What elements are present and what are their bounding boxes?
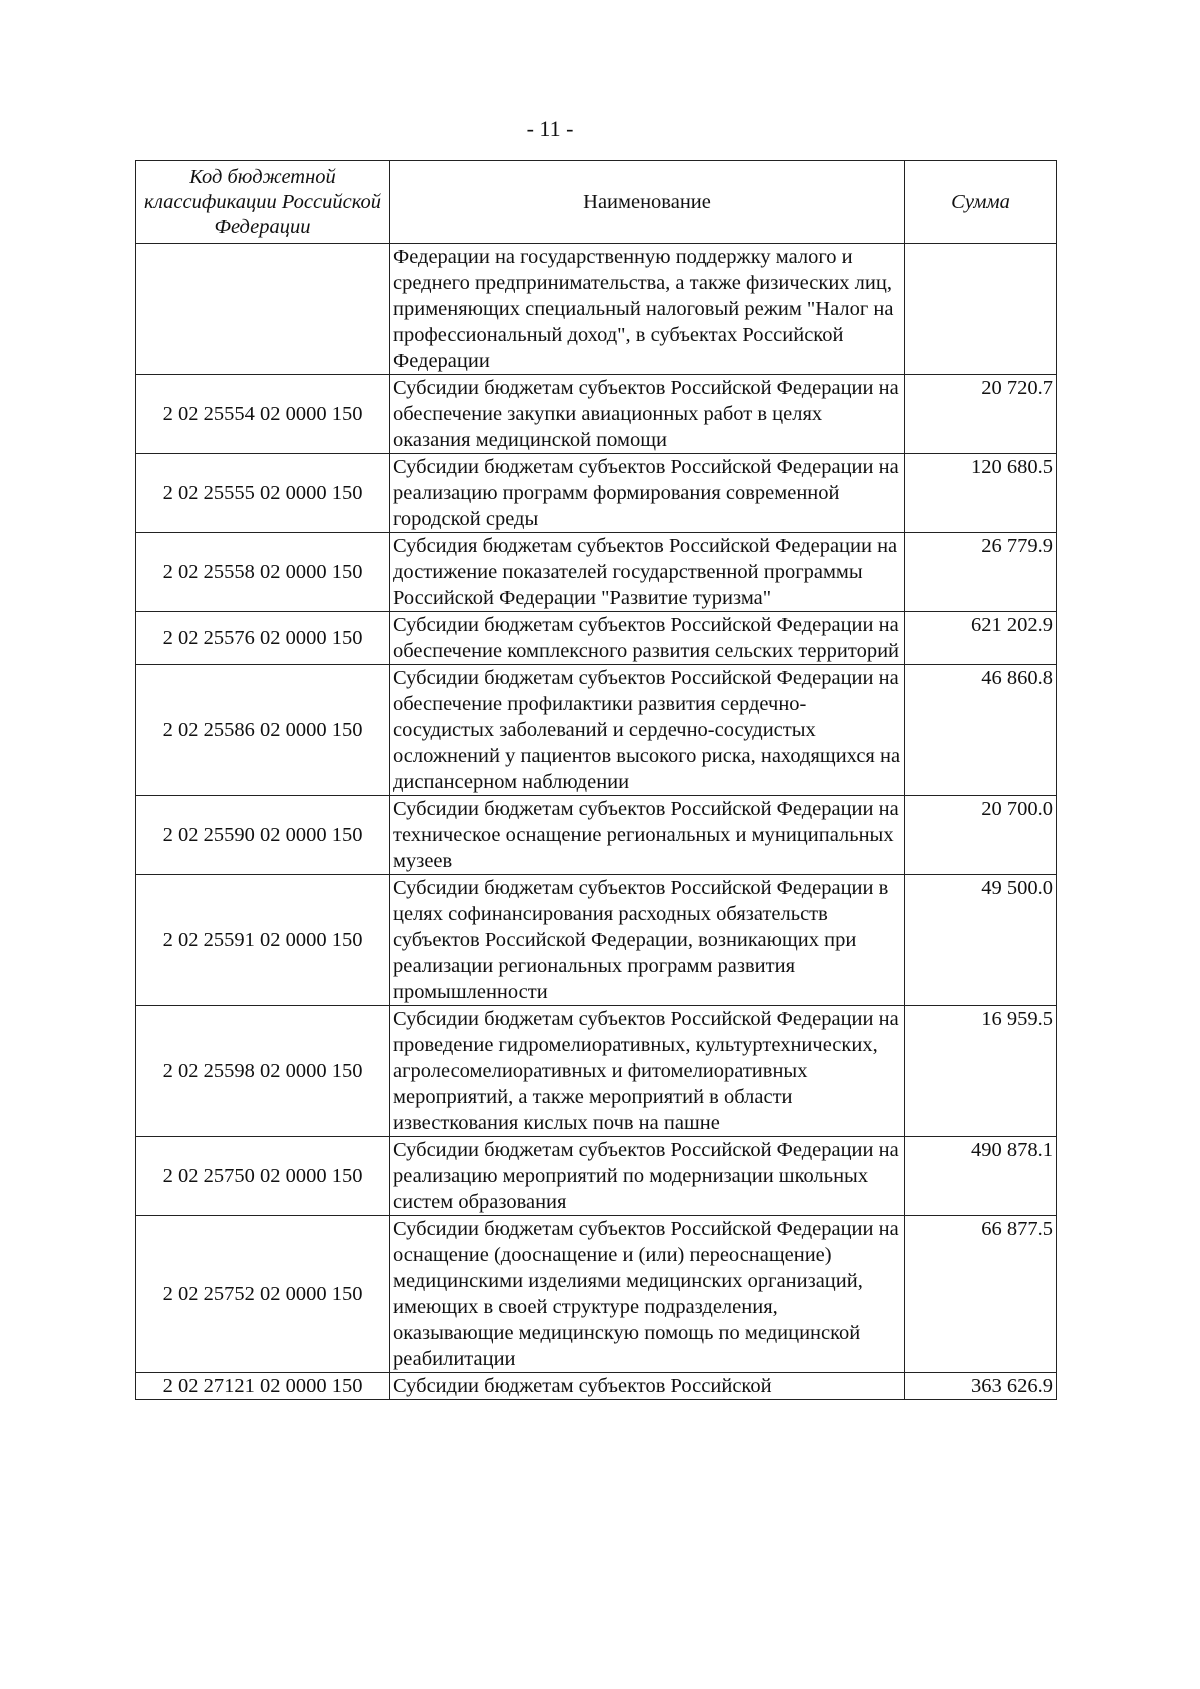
header-sum: Сумма xyxy=(905,161,1057,244)
row-name: Субсидии бюджетам субъектов Российской Федерации в целях софинансирования расходных обязательств субъектов Российской Федерации, возникающих при реализации региональных программ развития промышленности xyxy=(390,875,905,1006)
row-code: 2 02 25576 02 0000 150 xyxy=(136,612,390,665)
row-sum xyxy=(905,244,1057,375)
row-sum: 20 700.0 xyxy=(905,796,1057,875)
table-row xyxy=(136,244,1057,375)
table-row xyxy=(136,1006,1057,1137)
row-sum: 49 500.0 xyxy=(905,875,1057,1006)
row-name: Субсидии бюджетам субъектов Российской Федерации на проведение гидромелиоративных, культуртехнических, агролесомелиоративных и фитомелиоративных мероприятий, а также мероприятий в области известкования кислых почв на пашне xyxy=(390,1006,905,1137)
row-code: 2 02 27121 02 0000 150 xyxy=(136,1373,390,1400)
table-row xyxy=(136,665,1057,796)
row-code: 2 02 25752 02 0000 150 xyxy=(136,1216,390,1373)
row-code xyxy=(136,244,390,375)
table-row xyxy=(136,612,1057,665)
row-sum: 46 860.8 xyxy=(905,665,1057,796)
table-row xyxy=(136,375,1057,454)
row-name: Субсидии бюджетам субъектов Российской Федерации на обеспечение профилактики развития сердечно-сосудистых заболеваний и сердечно-сосудистых осложнений у пациентов высокого риска, находящихся на диспансерном наблюдении xyxy=(390,665,905,796)
row-sum: 66 877.5 xyxy=(905,1216,1057,1373)
row-code: 2 02 25586 02 0000 150 xyxy=(136,665,390,796)
table-row xyxy=(136,1216,1057,1373)
row-name: Федерации на государственную поддержку малого и среднего предпринимательства, а также физических лиц, применяющих специальный налоговый режим "Налог на профессиональный доход", в субъектах Российской Федерации xyxy=(390,244,905,375)
table-row xyxy=(136,1137,1057,1216)
row-code: 2 02 25590 02 0000 150 xyxy=(136,796,390,875)
row-name: Субсидии бюджетам субъектов Российской Федерации на реализацию программ формирования современной городской среды xyxy=(390,454,905,533)
header-name: Наименование xyxy=(390,161,905,244)
table-row xyxy=(136,796,1057,875)
row-sum: 20 720.7 xyxy=(905,375,1057,454)
table-row xyxy=(136,454,1057,533)
row-code: 2 02 25598 02 0000 150 xyxy=(136,1006,390,1137)
budget-table xyxy=(135,160,1057,1400)
row-code: 2 02 25558 02 0000 150 xyxy=(136,533,390,612)
row-name: Субсидия бюджетам субъектов Российской Федерации на достижение показателей государственной программы Российской Федерации "Развитие туризма" xyxy=(390,533,905,612)
table-row xyxy=(136,875,1057,1006)
row-sum: 363 626.9 xyxy=(905,1373,1057,1400)
row-name: Субсидии бюджетам субъектов Российской Федерации на техническое оснащение региональных и муниципальных музеев xyxy=(390,796,905,875)
row-code: 2 02 25591 02 0000 150 xyxy=(136,875,390,1006)
row-sum: 490 878.1 xyxy=(905,1137,1057,1216)
table-row xyxy=(136,1373,1057,1400)
row-code: 2 02 25750 02 0000 150 xyxy=(136,1137,390,1216)
row-sum: 26 779.9 xyxy=(905,533,1057,612)
table-header-row xyxy=(136,161,1057,244)
row-sum: 16 959.5 xyxy=(905,1006,1057,1137)
row-sum: 120 680.5 xyxy=(905,454,1057,533)
row-name: Субсидии бюджетам субъектов Российской xyxy=(390,1373,905,1400)
row-code: 2 02 25554 02 0000 150 xyxy=(136,375,390,454)
header-code: Код бюджетной классификации Российской Федерации xyxy=(136,161,390,244)
page-number: - 11 - xyxy=(526,116,574,141)
row-name: Субсидии бюджетам субъектов Российской Федерации на реализацию мероприятий по модернизации школьных систем образования xyxy=(390,1137,905,1216)
row-name: Субсидии бюджетам субъектов Российской Федерации на обеспечение комплексного развития сельских территорий xyxy=(390,612,905,665)
row-name: Субсидии бюджетам субъектов Российской Федерации на оснащение (дооснащение и (или) переоснащение) медицинскими изделиями медицинских организаций, имеющих в своей структуре подразделения, оказывающие медицинскую помощь по медицинской реабилитации xyxy=(390,1216,905,1373)
row-sum: 621 202.9 xyxy=(905,612,1057,665)
row-code: 2 02 25555 02 0000 150 xyxy=(136,454,390,533)
row-name: Субсидии бюджетам субъектов Российской Федерации на обеспечение закупки авиационных работ в целях оказания медицинской помощи xyxy=(390,375,905,454)
table-row xyxy=(136,533,1057,612)
